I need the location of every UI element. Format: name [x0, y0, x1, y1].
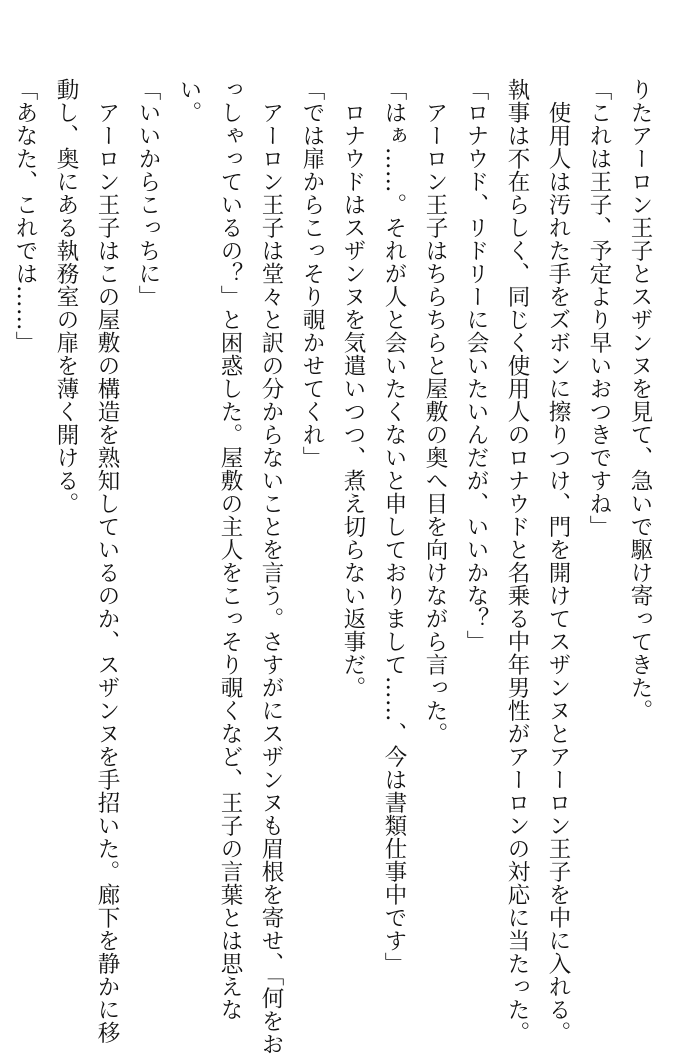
- vertical-text-body: [0, 78, 660, 1056]
- text-line-17: [0, 78, 4, 958]
- text-line-15: 動し、奥にある執務室の扉を薄く開ける。: [53, 78, 79, 515]
- text-line-7: 「はぁ……。それが人と会いたくないと申しておりまして……、今は書類仕事中です」: [381, 78, 407, 975]
- text-line-14: アーロン王子はこの屋敷の構造を熟知しているのか、スザンヌを手招いた。廊下を静かに移: [94, 78, 120, 1044]
- text-line-2: 「これは王子、予定より早いおつきですね」: [586, 78, 612, 538]
- text-line-12: い。: [176, 78, 202, 124]
- text-line-6: アーロン王子はちらちらと屋敷の奥へ目を向けながら言った。: [422, 78, 448, 745]
- text-line-3: 使用人は汚れた手をズボンに擦りつけ、門を開けてスザンヌとアーロン王子を中に入れる。: [545, 78, 571, 1044]
- text-line-13: 「いいからこっちに」: [135, 78, 161, 308]
- text-line-5: 「ロナウド、リドリーに会いたいんだが、いいかな？」: [463, 78, 489, 653]
- text-line-4: 執事は不在らしく、同じく使用人のロナウドと名乗る中年男性がアーロンの対応に当たった。: [504, 78, 530, 1044]
- text-line-1: りたアーロン王子とスザンヌを見て、急いで駆け寄ってきた。: [627, 78, 653, 722]
- text-line-8: ロナウドはスザンヌを気遣いつつ、煮え切らない返事だ。: [340, 78, 366, 699]
- text-line-16: 「あなた、これでは……」: [12, 78, 38, 354]
- text-line-10: アーロン王子は堂々と訳の分からないことを言う。さすがにスザンヌも眉根を寄せ、「何をお: [258, 78, 284, 1056]
- text-line-9: 「では扉からこっそり覗かせてくれ」: [299, 78, 325, 469]
- text-line-11: っしゃっているの？」と困惑した。屋敷の主人をこっそり覗くなど、王子の言葉とは思えな: [217, 78, 243, 1021]
